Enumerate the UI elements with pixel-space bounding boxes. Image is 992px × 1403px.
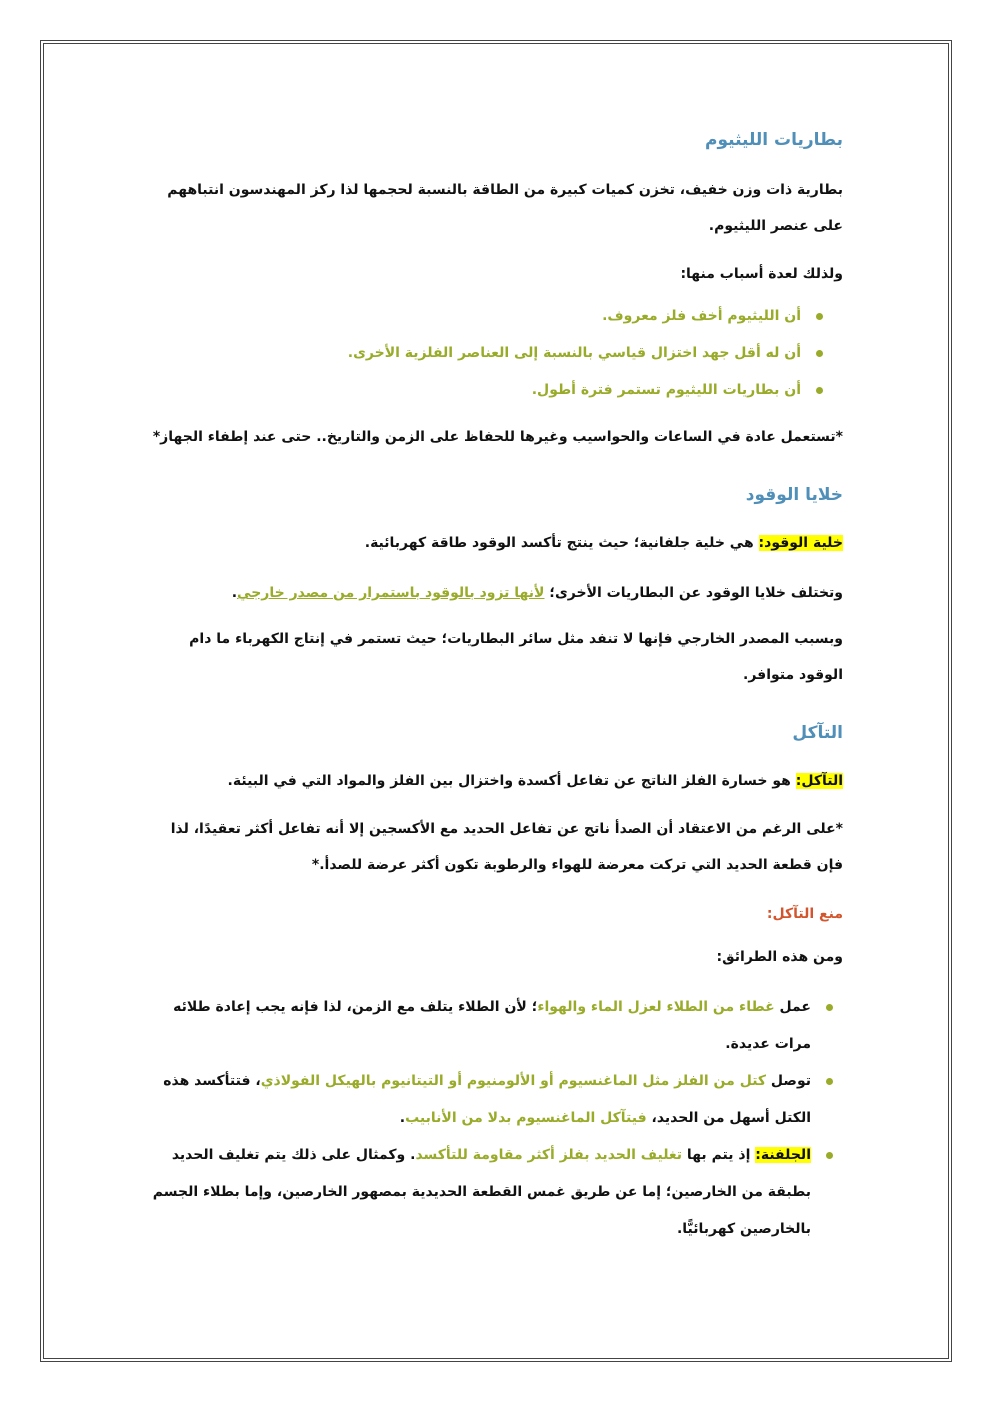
fuel-cell-term: خلية الوقود: [758, 535, 843, 551]
bullet-icon [826, 1152, 833, 1159]
list-item: توصل كتل من الفلز مثل الماغنسيوم أو الألومنيوم أو التيتانيوم بالهيكل الفولاذي، فتتأكسد هذه الكتل أسهل من الحديد، فيتآكل الماغنسيوم بدلا من الأنابيب. [150, 1063, 843, 1137]
fuel-cell-difference-highlight: لأنها تزود بالوقود باستمرار من مصدر خارجي [237, 585, 545, 601]
galvanization-term: الجلفنة: [755, 1147, 811, 1163]
lithium-reasons-list [150, 298, 843, 409]
bullet-icon [826, 1078, 833, 1085]
corrosion-heading: التآكل [792, 723, 843, 743]
fuel-cell-external-source: وبسبب المصدر الخارجي فإنها لا تنفد مثل سائر البطاريات؛ حيث تستمر في إنتاج الكهرباء ما دام الوقود متوافر. [189, 631, 843, 683]
corrosion-methods-list [150, 989, 843, 1248]
list-item: الجلفنة: إذ يتم بها تغليف الحديد بفلز أكثر مقاومة للتأكسد. وكمثال على ذلك يتم تغليف الحديد بطبقة من الخارصين؛ إما عن طريق غمس القطعة الحديدية بمصهور الخارصين، وإما بطلاء الجسم بالخارصين كهربائيًّا. [150, 1137, 843, 1248]
list-item: أن الليثيوم أخف فلز معروف. [150, 298, 843, 335]
bullet-icon [826, 1004, 833, 1011]
lithium-intro: بطارية ذات وزن خفيف، تخزن كميات كبيرة من الطاقة بالنسبة لحجمها لذا ركز المهندسون انتباههم على عنصر الليثيوم. [167, 182, 843, 234]
lithium-note: *تستعمل عادة في الساعات والحواسيب وغيرها للحفاظ على الزمن والتاريخ.. حتى عند إطفاء الجهاز* [152, 429, 843, 445]
corrosion-term: التآكل: [795, 773, 843, 789]
fuel-cell-difference: وتختلف خلايا الوقود عن البطاريات الأخرى؛ لأنها تزود بالوقود باستمرار من مصدر خارجي. [231, 585, 843, 601]
bullet-icon [816, 350, 823, 357]
lithium-heading: بطاريات الليثيوم [705, 130, 843, 150]
fuel-cell-definition: خلية الوقود: هي خلية جلفانية؛ حيث ينتج تأكسد الوقود طاقة كهربائية. [364, 535, 843, 551]
list-item: أن له أقل جهد اختزال قياسي بالنسبة إلى العناصر الفلزية الأخرى. [150, 335, 843, 372]
fuel-cells-heading: خلايا الوقود [745, 485, 843, 505]
bullet-icon [816, 387, 823, 394]
corrosion-definition: التآكل: هو خسارة الفلز الناتج عن تفاعل أكسدة واختزال بين الفلز والمواد التي في البيئة. [227, 773, 843, 789]
document-body [150, 120, 843, 1248]
corrosion-prevention-heading: منع التآكل: [766, 906, 843, 922]
bullet-icon [816, 313, 823, 320]
lithium-reasons-lead: ولذلك لعدة أسباب منها: [680, 266, 843, 282]
list-item: عمل غطاء من الطلاء لعزل الماء والهواء؛ لأن الطلاء يتلف مع الزمن، لذا فإنه يجب إعادة طلائه مرات عديدة. [150, 989, 843, 1063]
corrosion-note: *على الرغم من الاعتقاد أن الصدأ ناتج عن تفاعل الحديد مع الأكسجين إلا أنه تفاعل أكثر تعقيدًا، لذا فإن قطعة الحديد التي تركت معرضة للهواء والرطوبة تكون أكثر عرضة للصدأ.* [170, 821, 843, 873]
corrosion-methods-lead: ومن هذه الطرائق: [716, 949, 843, 965]
list-item: أن بطاريات الليثيوم تستمر فترة أطول. [150, 372, 843, 409]
